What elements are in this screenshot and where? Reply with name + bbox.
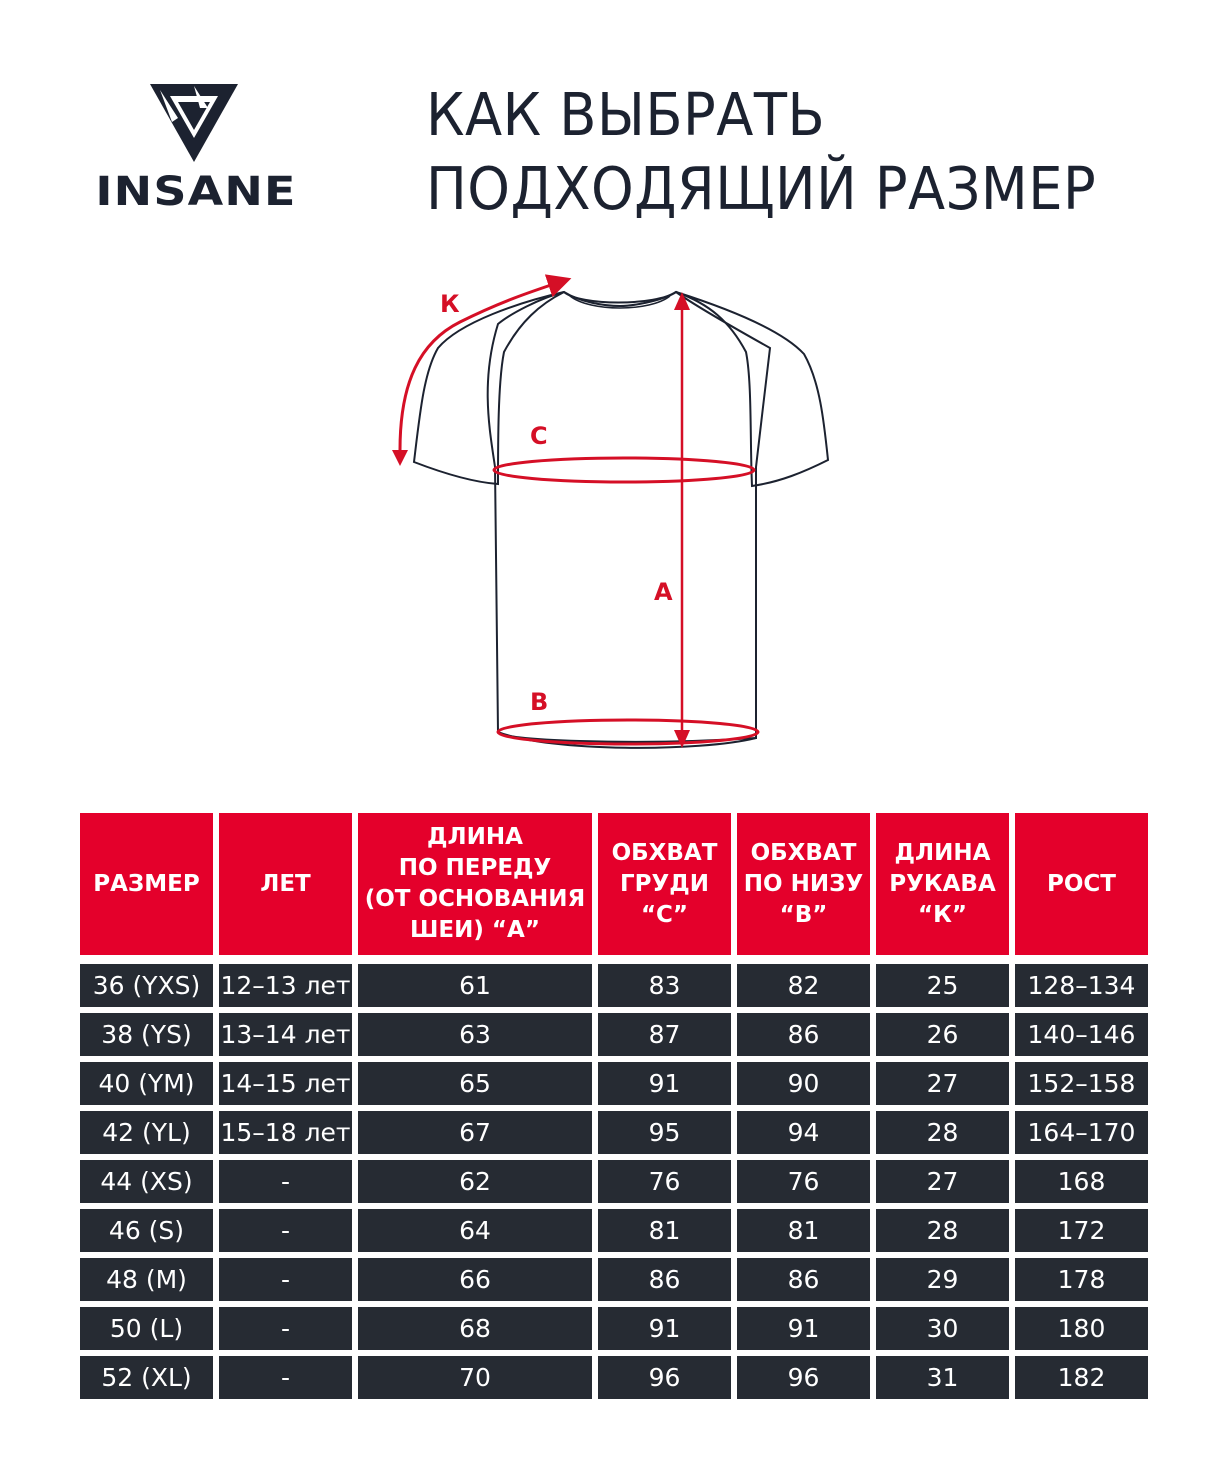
table-cell: 76 [737,1160,870,1203]
table-cell: 180 [1015,1307,1148,1350]
table-cell: - [219,1209,352,1252]
header-text: РАЗМЕР [93,870,200,897]
table-cell: 95 [598,1111,731,1154]
table-cell: 83 [598,964,731,1007]
table-cell: 44 (XS) [80,1160,213,1203]
tshirt-outline-icon [380,262,860,782]
table-cell: 26 [876,1013,1009,1056]
tshirt-diagram [380,262,860,782]
label-b: В [530,688,549,716]
header-chest [598,813,731,955]
table-row [80,1062,1150,1105]
table-cell: 90 [737,1062,870,1105]
table-cell: 178 [1015,1258,1148,1301]
table-row [80,1258,1150,1301]
table-cell: 96 [598,1356,731,1399]
table-cell: 63 [358,1013,592,1056]
table-cell: 164–170 [1015,1111,1148,1154]
table-body [80,964,1150,1399]
table-cell: 86 [598,1258,731,1301]
header-sleeve [876,813,1009,955]
title-line-2: ПОДХОДЯЩИЙ РАЗМЕР [426,154,1097,223]
table-cell: 48 (M) [80,1258,213,1301]
table-row [80,1356,1150,1399]
size-table [80,813,1150,1405]
table-cell: 46 (S) [80,1209,213,1252]
table-cell: 12–13 лет [219,964,352,1007]
table-cell: 82 [737,964,870,1007]
table-row [80,1209,1150,1252]
label-c: С [530,422,548,450]
table-cell: - [219,1356,352,1399]
table-cell: 67 [358,1111,592,1154]
table-row [80,1013,1150,1056]
logo-emblem-icon [148,78,240,164]
table-cell: 66 [358,1258,592,1301]
table-row [80,1160,1150,1203]
table-header-row [80,813,1150,955]
table-cell: 28 [876,1209,1009,1252]
table-cell: 128–134 [1015,964,1148,1007]
table-cell: 87 [598,1013,731,1056]
table-cell: 42 (YL) [80,1111,213,1154]
table-cell: 36 (YXS) [80,964,213,1007]
table-cell: - [219,1307,352,1350]
title-line-1: КАК ВЫБРАТЬ [426,80,826,149]
brand-name: INSANE [95,169,297,215]
table-cell: 86 [737,1013,870,1056]
table-cell: 81 [737,1209,870,1252]
table-cell: 62 [358,1160,592,1203]
table-cell: 65 [358,1062,592,1105]
table-cell: 76 [598,1160,731,1203]
table-cell: 27 [876,1062,1009,1105]
table-cell: 70 [358,1356,592,1399]
table-cell: 140–146 [1015,1013,1148,1056]
table-cell: - [219,1160,352,1203]
table-cell: 61 [358,964,592,1007]
page-title [426,78,1153,226]
brand-logo [78,74,314,214]
table-cell: 27 [876,1160,1009,1203]
header-front-length [358,813,592,955]
label-a: А [654,578,673,606]
header-age [219,813,352,955]
table-cell: 14–15 лет [219,1062,352,1105]
table-cell: 172 [1015,1209,1148,1252]
table-cell: - [219,1258,352,1301]
table-cell: 94 [737,1111,870,1154]
table-cell: 30 [876,1307,1009,1350]
table-cell: 182 [1015,1356,1148,1399]
header-text: РОСТ [1047,870,1116,897]
table-row [80,964,1150,1007]
table-cell: 52 (XL) [80,1356,213,1399]
header-text: ДЛИНА ПО ПЕРЕДУ (ОТ ОСНОВАНИЯ ШЕИ) “А” [364,824,586,943]
table-row [80,1111,1150,1154]
table-cell: 86 [737,1258,870,1301]
header-text: ДЛИНА РУКАВА “К” [889,839,996,928]
table-cell: 25 [876,964,1009,1007]
header-height [1015,813,1148,955]
header-text: ЛЕТ [260,870,311,897]
table-cell: 96 [737,1356,870,1399]
table-row [80,1307,1150,1350]
label-k: К [440,290,460,318]
table-cell: 168 [1015,1160,1148,1203]
table-cell: 38 (YS) [80,1013,213,1056]
header-hem [737,813,870,955]
table-cell: 13–14 лет [219,1013,352,1056]
table-cell: 31 [876,1356,1009,1399]
table-cell: 68 [358,1307,592,1350]
table-cell: 91 [598,1062,731,1105]
table-cell: 28 [876,1111,1009,1154]
table-cell: 15–18 лет [219,1111,352,1154]
table-cell: 91 [737,1307,870,1350]
table-cell: 152–158 [1015,1062,1148,1105]
table-cell: 50 (L) [80,1307,213,1350]
header-size [80,813,213,955]
table-cell: 91 [598,1307,731,1350]
header-text: ОБХВАТ ПО НИЗУ “В” [743,839,864,928]
table-cell: 29 [876,1258,1009,1301]
header-text: ОБХВАТ ГРУДИ “С” [611,839,718,928]
table-cell: 40 (YM) [80,1062,213,1105]
table-cell: 81 [598,1209,731,1252]
table-cell: 64 [358,1209,592,1252]
